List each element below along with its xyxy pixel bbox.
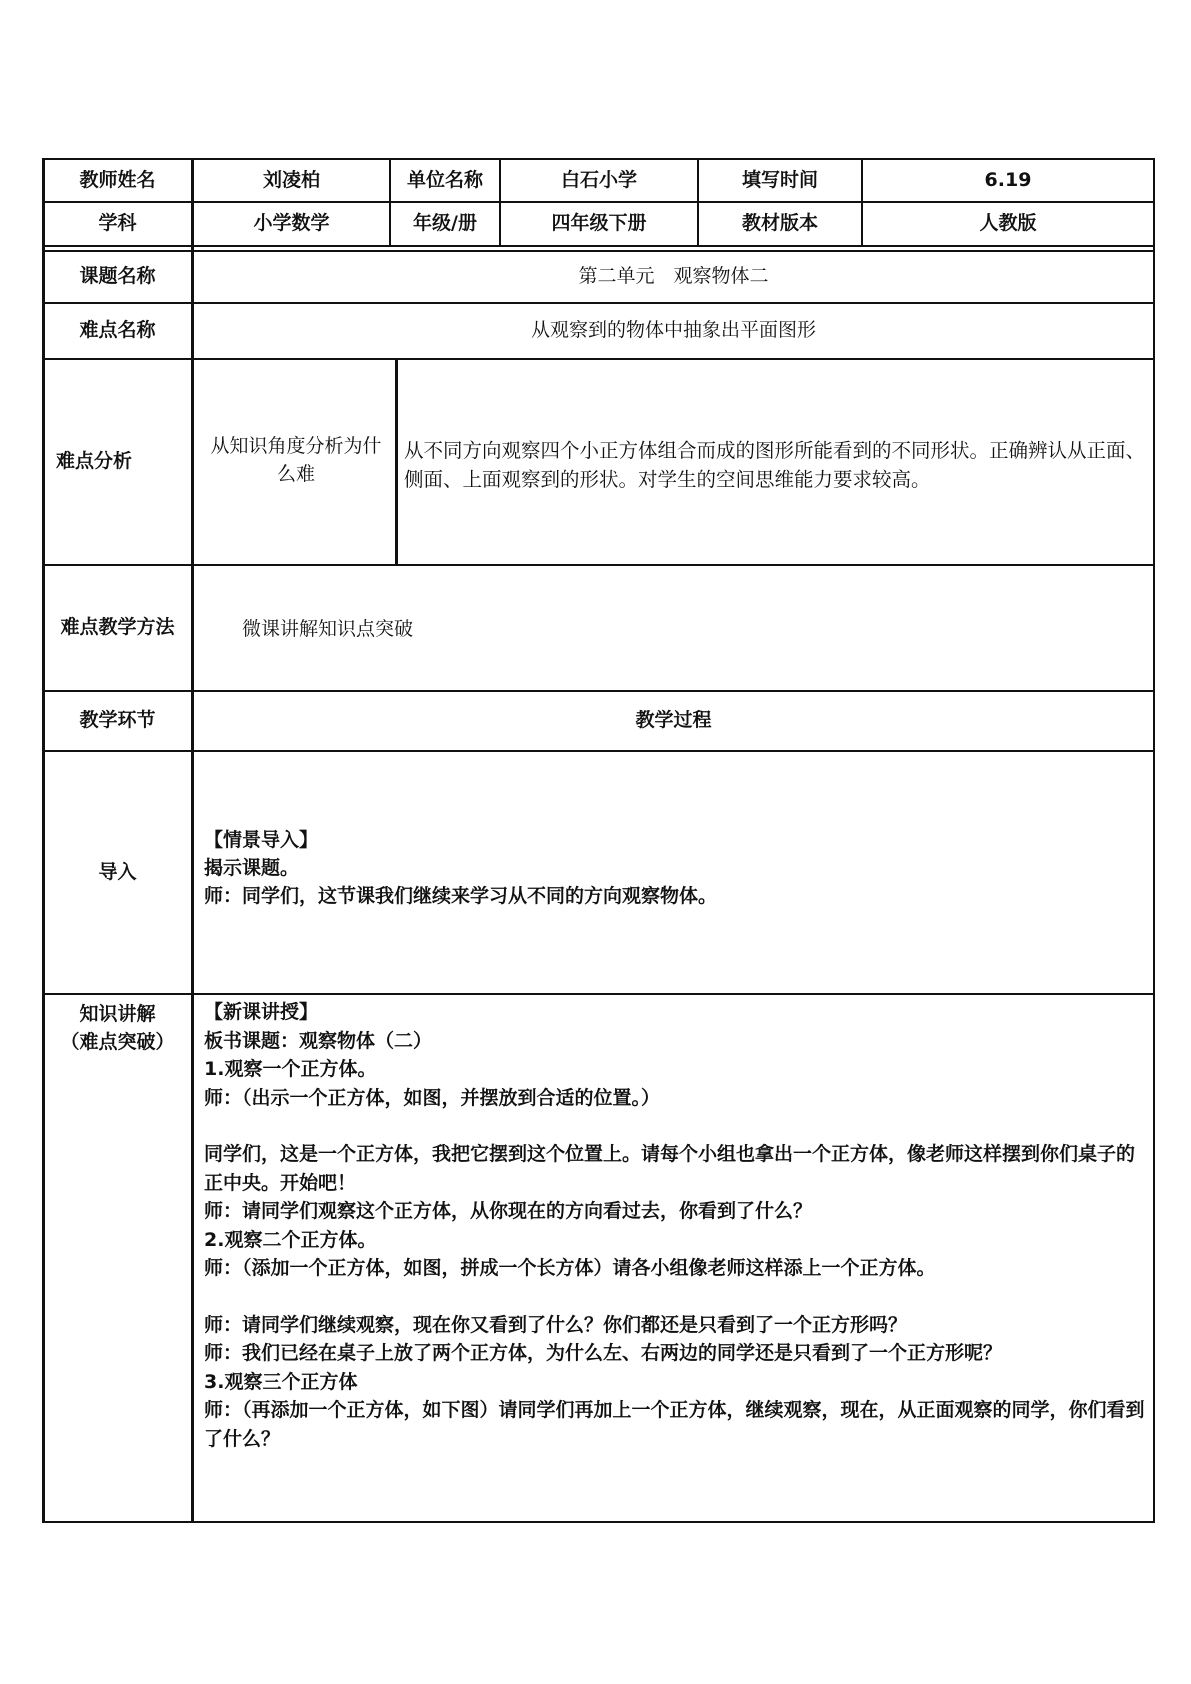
knowledge-label-line1: 知识讲解: [79, 1002, 156, 1025]
method-value: 微课讲解知识点突破: [242, 618, 414, 640]
method-label: 难点教学方法: [60, 616, 175, 639]
knowledge-line: 【新课讲授】: [204, 1001, 319, 1023]
edition-label: 教材版本: [741, 212, 818, 235]
process-header-label: 教学过程: [635, 709, 712, 732]
knowledge-line: 3.观察三个正方体: [204, 1370, 358, 1393]
knowledge-line: 师：请同学们观察这个正方体，从你现在的方向看过去，你看到了什么？: [204, 1200, 813, 1222]
knowledge-line: 2.观察二个正方体。: [204, 1228, 377, 1251]
knowledge-spacer: [204, 1112, 1146, 1140]
knowledge-line: 同学们，这是一个正方体，我把它摆到这个位置上。请每个小组也拿出一个正方体，像老师这样摆到你们桌子的正中央。开始吧！: [204, 1143, 1136, 1194]
edition-value: 人教版: [979, 212, 1037, 235]
fill-time-value: 6.19: [984, 168, 1032, 191]
topic-label: 课题名称: [79, 265, 156, 288]
difficulty-value: 从观察到的物体中抽象出平面图形: [530, 319, 816, 342]
knowledge-line: 师：（再添加一个正方体，如下图）请同学们再加上一个正方体，继续观察，现在，从正面观察的同学，你们看到了什么？: [204, 1399, 1145, 1450]
rule-analysis-split: [395, 358, 398, 565]
intro-content: [204, 827, 1144, 911]
intro-label: 导入: [98, 860, 137, 883]
teacher-name-value: 刘凌柏: [262, 168, 320, 191]
knowledge-line: 师：请同学们继续观察，现在你又看到了什么？你们都还是只看到了一个正方形吗？: [204, 1313, 908, 1336]
knowledge-line: 师：（出示一个正方体，如图，并摆放到合适的位置。）: [204, 1086, 661, 1109]
knowledge-spacer: [204, 1283, 1146, 1311]
analysis-sub-label: 从知识角度分析为什么难: [210, 434, 382, 485]
rule-right: [1153, 158, 1155, 1523]
analysis-label: 难点分析: [56, 450, 133, 473]
knowledge-line: 板书课题：观察物体（二）: [204, 1029, 433, 1052]
knowledge-content: [204, 998, 1146, 1453]
intro-line: 【情景导入】: [204, 829, 319, 851]
knowledge-label-line2: （难点突破）: [60, 1031, 175, 1053]
difficulty-label: 难点名称: [79, 319, 156, 342]
subject-label: 学科: [98, 212, 137, 235]
teacher-name-label: 教师姓名: [79, 168, 156, 191]
rule-analysis-bottom: [43, 564, 1155, 566]
intro-line: 师：同学们，这节课我们继续来学习从不同的方向观察物体。: [204, 884, 718, 907]
rule-label-column: [191, 158, 194, 1523]
knowledge-line: 师：（添加一个正方体，如图，拼成一个长方体）请各小组像老师这样添上一个正方体。: [204, 1257, 936, 1279]
fill-time-label: 填写时间: [741, 168, 818, 191]
grade-value: 四年级下册: [551, 212, 647, 235]
rule-difficulty-bottom: [43, 358, 1155, 360]
knowledge-label: [44, 998, 191, 1058]
intro-line: 揭示课题。: [204, 856, 300, 879]
subject-value: 小学数学: [253, 212, 330, 235]
grade-label: 年级/册: [413, 212, 477, 235]
stage-header-label: 教学环节: [79, 709, 156, 732]
analysis-text: 从不同方向观察四个小正方体组合而成的图形所能看到的不同形状。正确辨认从正面、侧面、上面观察到的形状。对学生的空间思维能力要求较高。: [404, 439, 1146, 492]
unit-name-label: 单位名称: [406, 168, 483, 191]
rule-row2-bottom: [43, 245, 1155, 247]
unit-name-value: 白石小学: [560, 168, 637, 191]
topic-value: 第二单元 观察物体二: [578, 265, 769, 288]
rule-bottom: [43, 1521, 1155, 1523]
rule-intro-bottom: [43, 993, 1155, 995]
rule-process-header-bottom: [43, 750, 1155, 752]
knowledge-line: 1.观察一个正方体。: [204, 1058, 377, 1080]
knowledge-line: 师：我们已经在桌子上放了两个正方体，为什么左、右两边的同学还是只看到了一个正方形呢？: [204, 1342, 1003, 1364]
